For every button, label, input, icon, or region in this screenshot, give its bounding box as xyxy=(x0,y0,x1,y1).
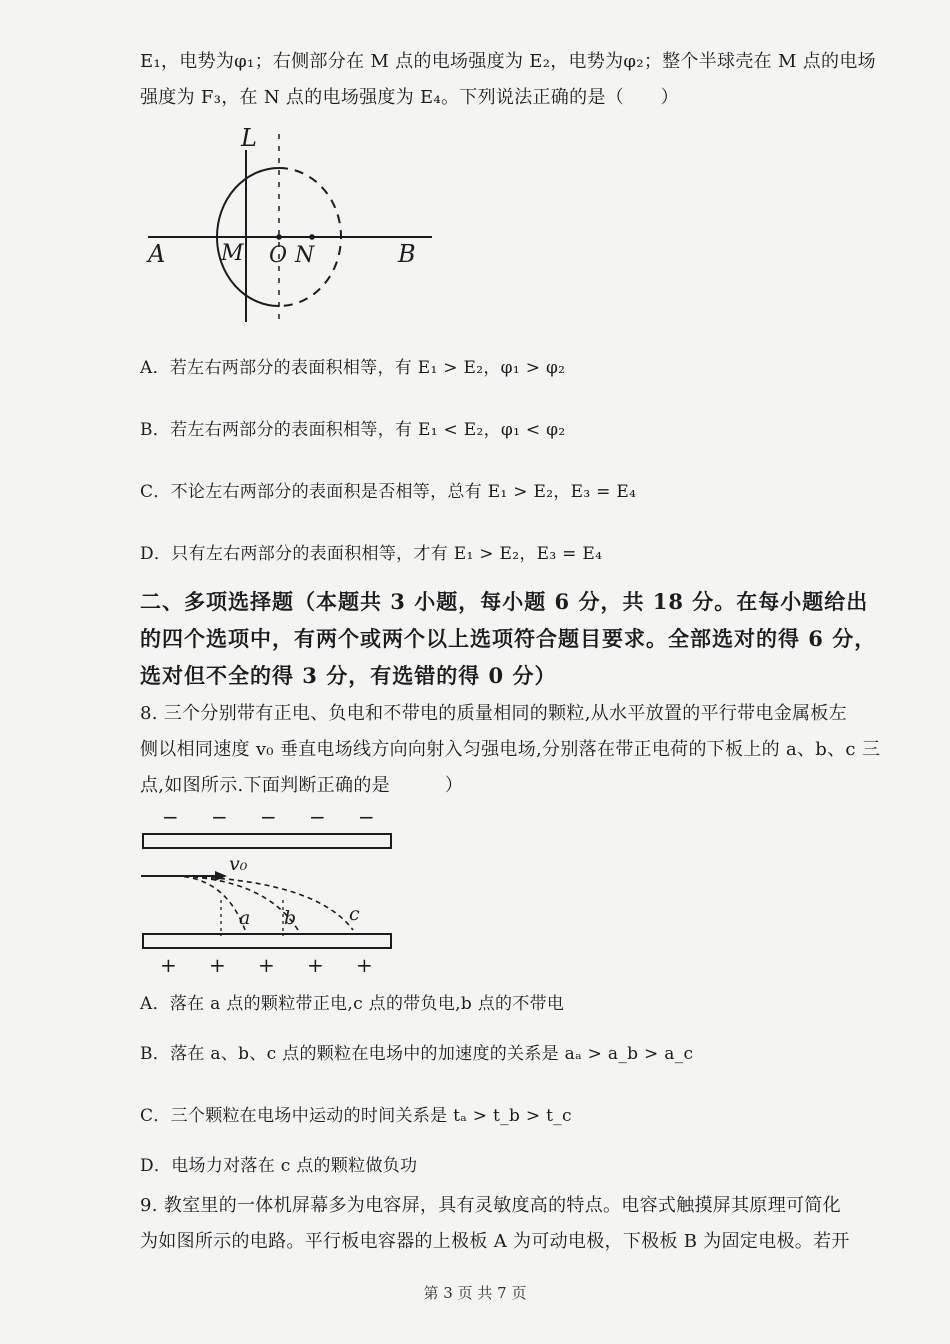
q8-text-line-1: 8. 三个分别带有正电、负电和不带电的质量相同的颗粒,从水平放置的平行带电金属板左 xyxy=(140,703,847,724)
lower-plate xyxy=(143,934,391,948)
plus-sign: + xyxy=(307,953,324,977)
plus-sign: + xyxy=(258,953,275,977)
label-v0: v₀ xyxy=(229,853,248,875)
q8-option-a[interactable]: A．落在 a 点的颗粒带正电,c 点的带负电,b 点的不带电 xyxy=(140,994,565,1014)
minus-sign: − xyxy=(211,805,228,829)
page-footer: 第 3 页 共 7 页 xyxy=(423,1284,527,1302)
q8-option-c[interactable]: C．三个颗粒在电场中运动的时间关系是 tₐ > t_b > t_c xyxy=(140,1106,572,1126)
q8-parallel-plates-figure xyxy=(135,800,405,980)
q8-option-d[interactable]: D．电场力对落在 c 点的颗粒做负功 xyxy=(140,1156,418,1176)
plus-sign: + xyxy=(209,953,226,977)
q9-text-line-2: 为如图所示的电路。平行板电容器的上极板 A 为可动电极，下极板 B 为固定电极。若开 xyxy=(140,1231,850,1252)
minus-sign: − xyxy=(260,805,277,829)
section2-heading-line-2: 的四个选项中，有两个或两个以上选项符合题目要求。全部选对的得 6 分， xyxy=(140,626,877,651)
label-a: a xyxy=(239,907,251,929)
q7-hemisphere-figure xyxy=(140,120,450,335)
label-o: O xyxy=(269,243,288,268)
trajectory-c xyxy=(175,876,353,930)
trajectory-b xyxy=(175,876,298,930)
section2-heading-line-3: 选对但不全的得 3 分，有选错的得 0 分） xyxy=(140,663,557,688)
plus-sign: + xyxy=(160,953,177,977)
label-n: N xyxy=(295,243,315,268)
minus-sign: − xyxy=(309,805,326,829)
label-b: b xyxy=(284,907,297,929)
point-n xyxy=(309,234,315,240)
section2-heading-line-1: 二、多项选择题（本题共 3 小题，每小题 6 分，共 18 分。在每小题给出 xyxy=(140,589,869,614)
minus-sign: − xyxy=(162,805,179,829)
minus-sign: − xyxy=(358,805,375,829)
q8-text-line-3: 点,如图所示.下面判断正确的是 ） xyxy=(140,775,464,796)
q8-text-line-2: 侧以相同速度 v₀ 垂直电场线方向向射入匀强电场,分别落在带正电荷的下板上的 a、b、c 三 xyxy=(140,739,881,760)
q8-option-b[interactable]: B．落在 a、b、c 点的颗粒在电场中的加速度的关系是 aₐ > a_b > a_c xyxy=(140,1044,694,1064)
point-o xyxy=(276,234,282,240)
q7-option-d[interactable]: D．只有左右两部分的表面积相等，才有 E₁ > E₂，E₃ = E₄ xyxy=(140,544,603,564)
label-b: B xyxy=(398,240,416,268)
label-l: L xyxy=(241,124,257,152)
q7-option-a[interactable]: A．若左右两部分的表面积相等，有 E₁ > E₂，φ₁ > φ₂ xyxy=(140,358,566,378)
q7-text-line-1: E₁，电势为φ₁；右侧部分在 M 点的电场强度为 E₂，电势为φ₂；整个半球壳在 M 点的电场 xyxy=(140,51,876,72)
q7-option-c[interactable]: C．不论左右两部分的表面积是否相等，总有 E₁ > E₂，E₃ = E₄ xyxy=(140,482,637,502)
label-c: c xyxy=(349,903,360,925)
q7-option-b[interactable]: B．若左右两部分的表面积相等，有 E₁ < E₂，φ₁ < φ₂ xyxy=(140,420,566,440)
label-m: M xyxy=(221,241,244,266)
label-a: A xyxy=(148,240,166,268)
trajectory-a xyxy=(175,876,245,930)
q7-text-line-2: 强度为 F₃，在 N 点的电场强度为 E₄。下列说法正确的是（ ） xyxy=(140,87,679,108)
q9-text-line-1: 9. 教室里的一体机屏幕多为电容屏，具有灵敏度高的特点。电容式触摸屏其原理可简化 xyxy=(140,1195,841,1216)
plus-sign: + xyxy=(356,953,373,977)
upper-plate xyxy=(143,834,391,848)
